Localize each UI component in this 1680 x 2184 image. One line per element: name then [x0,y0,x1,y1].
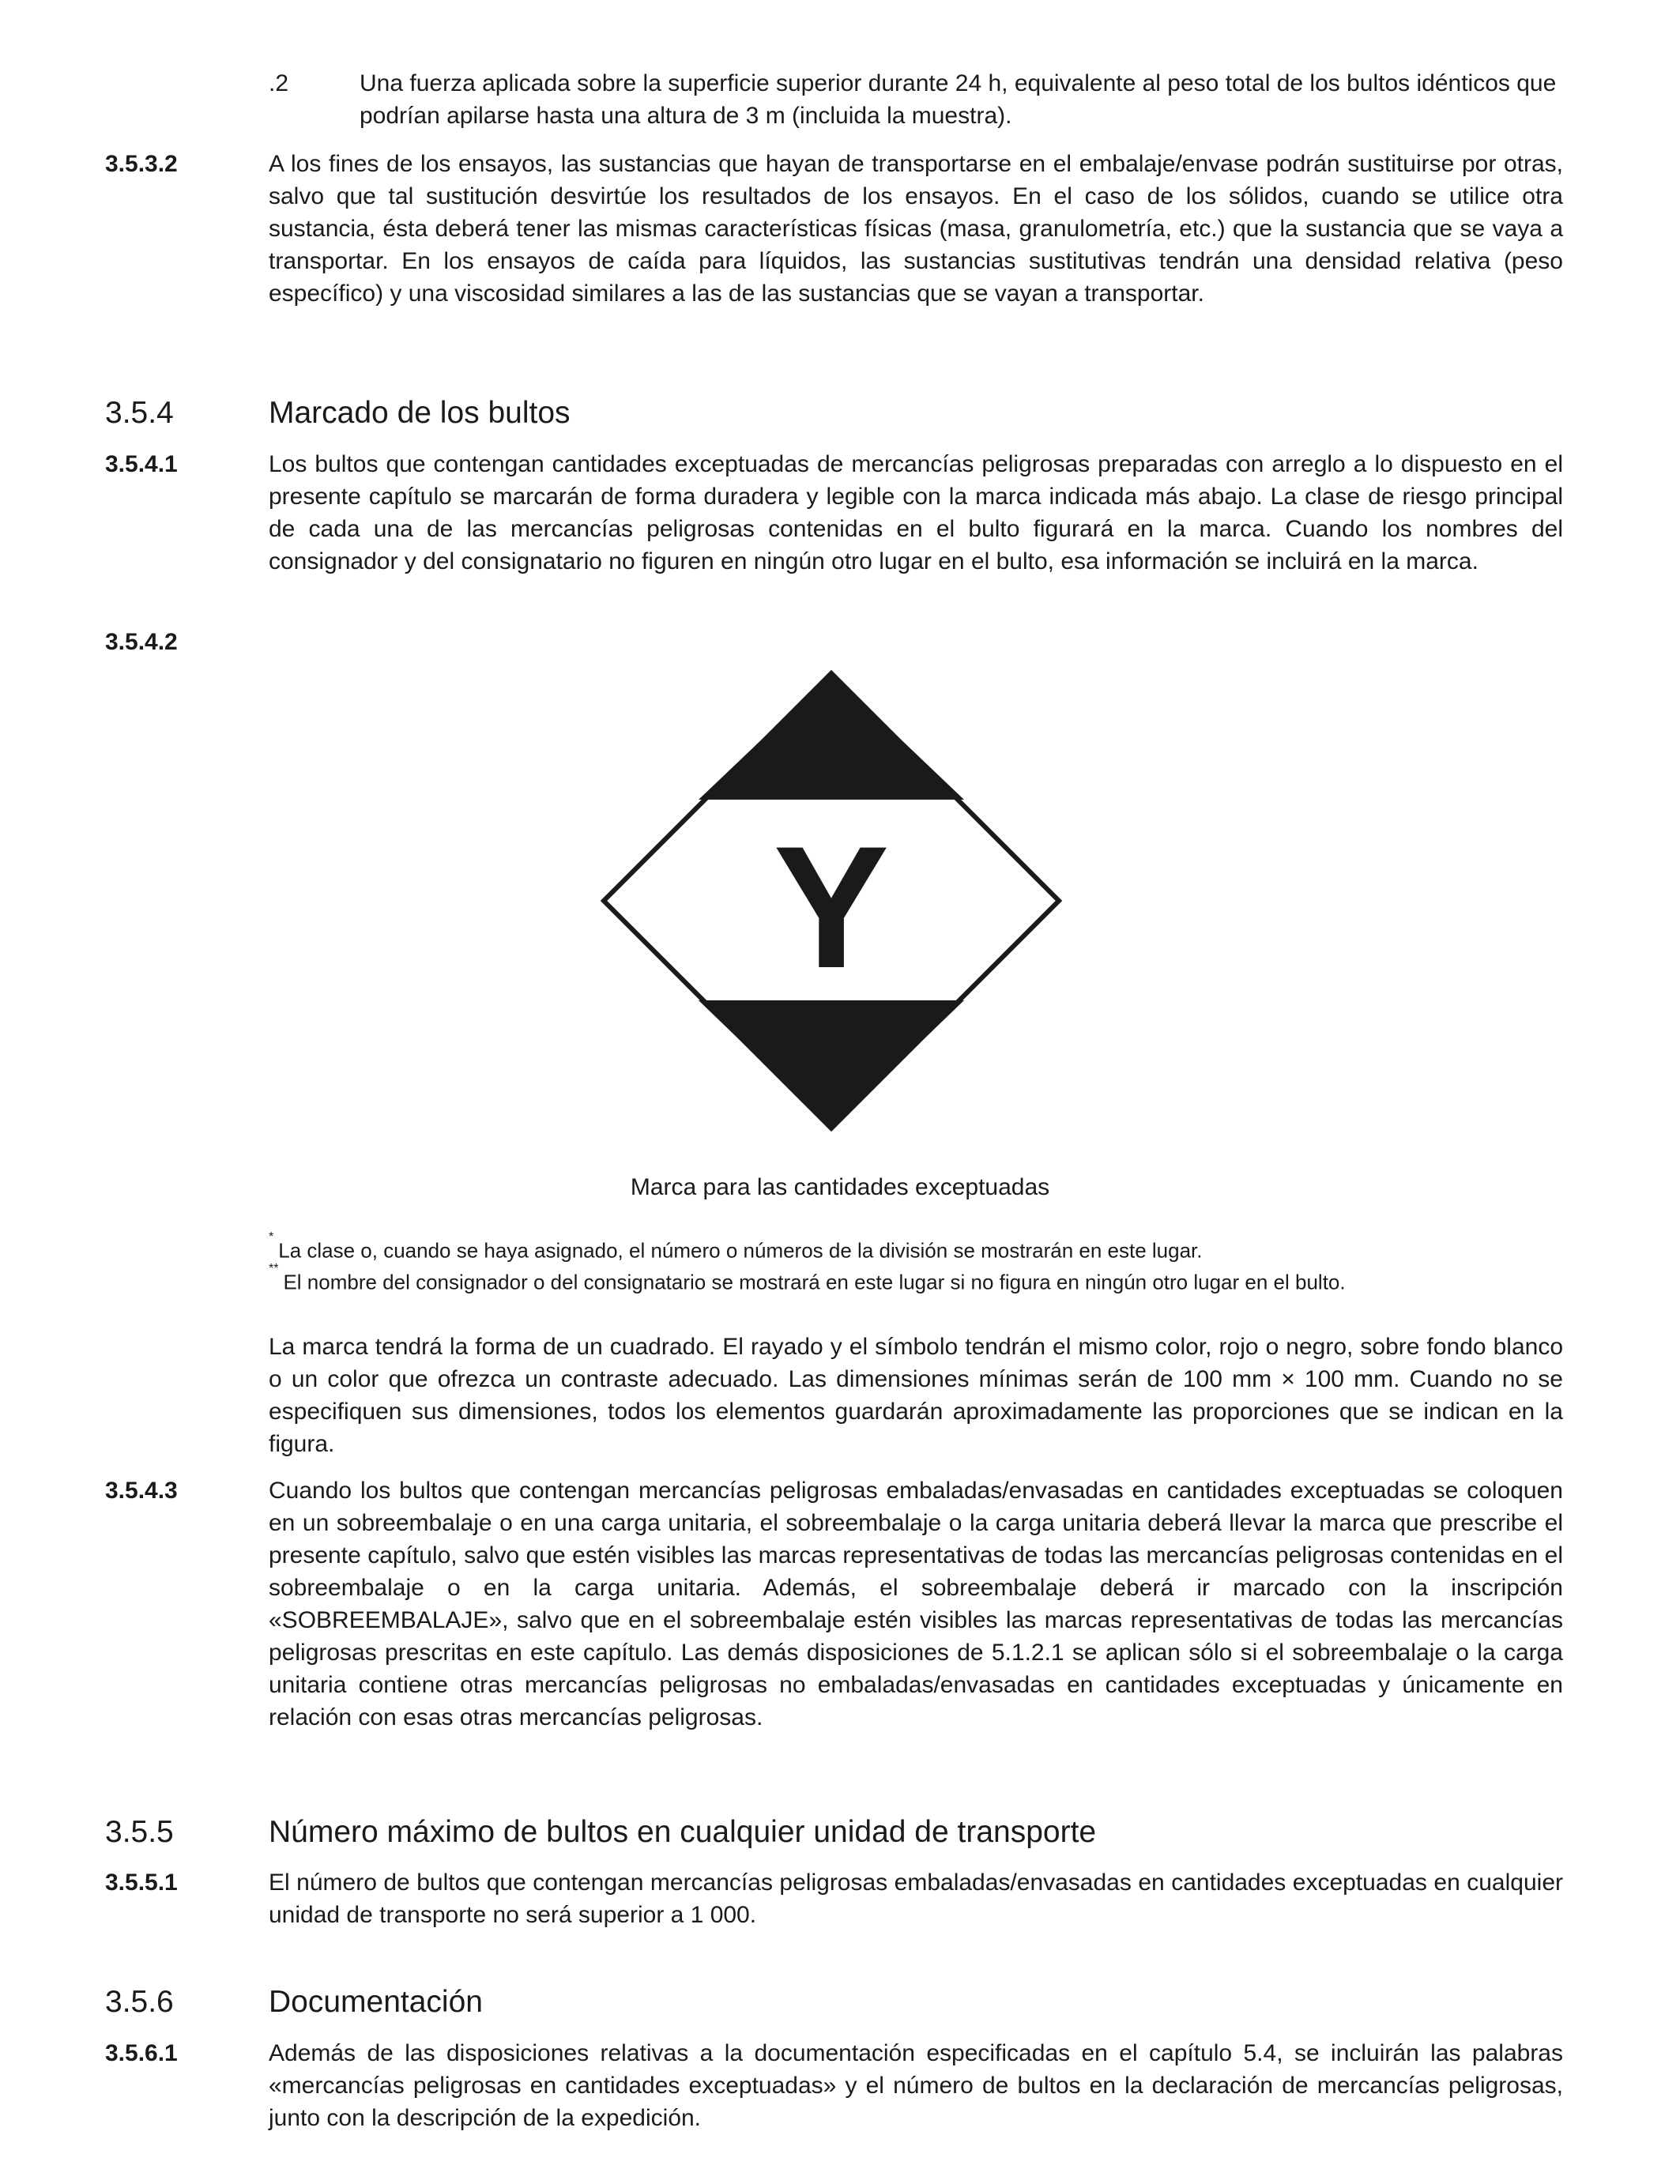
footnote-text: El nombre del consignador o del consignatario se mostrará en este lugar si no figura en ningún otro lugar en el bulto. [283,1270,1346,1294]
footnote-text: La clase o, cuando se haya asignado, el número o números de la división se mostrarán en este lugar. [278,1238,1203,1263]
item-text: Una fuerza aplicada sobre la superficie superior durante 24 h, equivalente al peso total de los bultos idénticos que podrían apilarse hasta una altura de 3 m (incluida la muestra). [360,70,1557,129]
footnote-mark: ** [269,1262,279,1275]
mark-symbol: Y [773,810,890,1004]
section-number: 3.5.5 [105,1815,174,1849]
paragraph-number: 3.5.6.1 [105,2040,178,2066]
figure-caption: Marca para las cantidades exceptuadas [630,1174,1050,1200]
paragraph-number: 3.5.4.2 [105,629,178,655]
section-title: Número máximo de bultos en cualquier unidad de transporte [269,1815,1097,1849]
footnote-mark: * [269,1230,274,1244]
paragraph-text: Cuando los bultos que contengan mercancías peligrosas embaladas/envasadas en cantidades exceptuadas se coloquen en un sobreembalaje o en una carga unitaria, el sobreembalaje o la carga unitaria deberá llevar la marca que prescribe el presente capítulo, salvo que estén visibles las marcas representativas de todas las mercancías peligrosas contenidas en el sobreembalaje o en la carga unitaria. Además, el sobreembalaje deberá ir marcado con la inscripción «SOBREEMBALAJE», salvo que en el sobreembalaje estén visibles las marcas representativas de todas las mercancías peligrosas prescritas en este capítulo. Las demás disposiciones de 5.1.2.1 se aplican sólo si el sobreembalaje o la carga unitaria contiene otras mercancías peligrosas no embaladas/envasadas en cantidades exceptuadas y únicamente en relación con esas otras mercancías peligrosas. [269,1478,1563,1730]
paragraph-text: La marca tendrá la forma de un cuadrado. El rayado y el símbolo tendrán el mismo color, rojo o negro, sobre fondo blanco o un color que ofrezca un contraste adecuado. Las dimensiones mínimas serán de 100 mm × 100 mm. Cuando no se especifiquen sus dimensiones, todos los elementos guardarán aproximadamente las proporciones que se indican en la figura. [269,1334,1563,1457]
mark-bottom-hatched-area [699,1000,964,1128]
paragraph-text: Además de las disposiciones relativas a la documentación especificadas en el capítulo 5.4, se incluirán las palabras «mercancías peligrosas en cantidades exceptuadas» y el número de bultos en la declaración de mercancías peligrosas, junto con la descripción de la expedición. [269,2040,1563,2131]
excepted-quantities-mark-figure [601,670,1062,1132]
footnote [269,1230,1565,1265]
paragraph-number: 3.5.4.1 [105,451,178,477]
section-title: Documentación [269,1985,483,2019]
section-title: Marcado de los bultos [269,396,571,430]
paragraph-text: El número de bultos que contengan mercancías peligrosas embaladas/envasadas en cantidades exceptuadas en cualquier unidad de transporte no será superior a 1 000. [269,1870,1563,1928]
item-number: .2 [269,70,289,96]
section-number: 3.5.6 [105,1985,174,2019]
paragraph-number: 3.5.5.1 [105,1870,178,1896]
paragraph-text: Los bultos que contengan cantidades exceptuadas de mercancías peligrosas preparadas con arreglo a lo dispuesto en el presente capítulo se marcarán de forma duradera y legible con la marca indicada más abajo. La clase de riesgo principal de cada una de las mercancías peligrosas contenidas en el bulto figurará en la marca. Cuando los nombres del consignador y del consignatario no figuren en ningún otro lugar en el bulto, esa información se incluirá en la marca. [269,451,1563,574]
paragraph-number: 3.5.3.2 [105,151,178,177]
paragraph-number: 3.5.4.3 [105,1478,178,1504]
mark-top-hatched-area [699,673,964,800]
paragraph-text: A los fines de los ensayos, las sustancias que hayan de transportarse en el embalaje/envase podrán sustituirse por otras, salvo que tal sustitución desvirtúe los resultados de los ensayos. En el caso de los sólidos, cuando se utilice otra sustancia, ésta deberá tener las mismas características físicas (masa, granulometría, etc.) que la sustancia que se vaya a transportar. En los ensayos de caída para líquidos, las sustancias sustitutivas tendrán una densidad relativa (peso específico) y una viscosidad similares a las de las sustancias que se vayan a transportar. [269,151,1563,307]
footnote [269,1264,1565,1297]
section-number: 3.5.4 [105,396,174,430]
